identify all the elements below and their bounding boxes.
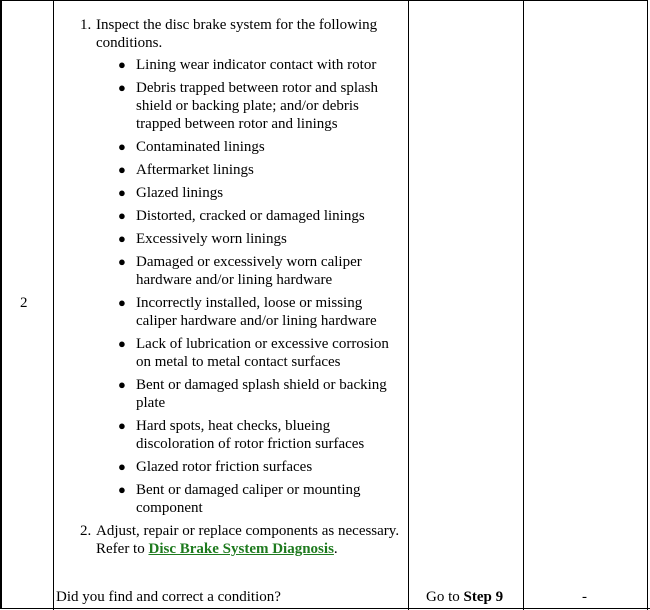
- condition-text: Bent or damaged splash shield or backing plate: [136, 377, 387, 411]
- bullet-icon: ●: [118, 418, 126, 433]
- yes-action-target[interactable]: Step 9: [463, 589, 504, 605]
- condition-item: [96, 481, 406, 517]
- condition-text: Lining wear indicator contact with rotor: [136, 57, 377, 73]
- table-right-border: [647, 0, 648, 610]
- condition-item: [96, 230, 406, 248]
- condition-text: Aftermarket linings: [136, 162, 254, 178]
- bullet-icon: ●: [118, 139, 126, 154]
- condition-item: [96, 417, 406, 453]
- condition-item: [96, 253, 406, 289]
- question-text: Did you find and correct a condition?: [56, 589, 281, 605]
- yes-action-prefix: Go to: [426, 589, 464, 605]
- instruction-text: Adjust, repair or replace components as necessary. Refer to: [96, 523, 400, 557]
- instruction-item-1: [58, 16, 406, 517]
- bullet-icon: ●: [118, 231, 126, 246]
- condition-text: Excessively worn linings: [136, 231, 287, 247]
- instruction-item-2: [58, 522, 406, 558]
- condition-item: [96, 458, 406, 476]
- instruction-text: Inspect the disc brake system for the following conditions.: [96, 17, 378, 51]
- instruction-text-end: .: [333, 541, 338, 557]
- no-action: -: [582, 589, 587, 605]
- bullet-icon: ●: [118, 377, 126, 392]
- condition-item: [96, 294, 406, 330]
- item-marker: 1.: [80, 17, 92, 33]
- condition-item: [96, 207, 406, 225]
- bullet-icon: ●: [118, 459, 126, 474]
- bullet-icon: ●: [118, 254, 126, 269]
- condition-item: [96, 184, 406, 202]
- bullet-icon: ●: [118, 295, 126, 310]
- column-divider-action: [408, 0, 409, 610]
- bullet-icon: ●: [118, 336, 126, 351]
- condition-text: Distorted, cracked or damaged linings: [136, 208, 365, 224]
- condition-item: [96, 376, 406, 412]
- condition-item: [96, 335, 406, 371]
- yes-action: [426, 589, 503, 606]
- bullet-icon: ●: [118, 57, 126, 72]
- condition-item: [96, 138, 406, 156]
- bullet-icon: ●: [118, 80, 126, 95]
- condition-text: Hard spots, heat checks, blueing discoloration of rotor friction surfaces: [136, 418, 365, 452]
- disc-brake-diagnosis-link[interactable]: Disc Brake System Diagnosis: [148, 541, 334, 557]
- table-bottom-border: [0, 608, 650, 609]
- condition-item: [96, 79, 406, 133]
- column-divider-yes: [523, 0, 524, 610]
- action-cell: [58, 16, 406, 558]
- condition-list: [96, 56, 406, 517]
- condition-text: Bent or damaged caliper or mounting component: [136, 482, 361, 516]
- condition-text: Glazed rotor friction surfaces: [136, 459, 313, 475]
- condition-text: Contaminated linings: [136, 139, 265, 155]
- condition-text: Lack of lubrication or excessive corrosion on metal to metal contact surfaces: [136, 336, 389, 370]
- condition-text: Glazed linings: [136, 185, 224, 201]
- condition-text: Debris trapped between rotor and splash shield or backing plate; and/or debris trapped between rotor and linings: [136, 80, 379, 132]
- condition-text: Damaged or excessively worn caliper hardware and/or lining hardware: [136, 254, 362, 288]
- item-marker: 2.: [80, 523, 92, 539]
- column-divider-step: [53, 0, 54, 610]
- condition-text: Incorrectly installed, loose or missing caliper hardware and/or lining hardware: [136, 295, 377, 329]
- bullet-icon: ●: [118, 162, 126, 177]
- condition-item: [96, 56, 406, 74]
- bullet-icon: ●: [118, 208, 126, 223]
- bullet-icon: ●: [118, 482, 126, 497]
- bullet-icon: ●: [118, 185, 126, 200]
- step-number: 2: [20, 295, 28, 311]
- condition-item: [96, 161, 406, 179]
